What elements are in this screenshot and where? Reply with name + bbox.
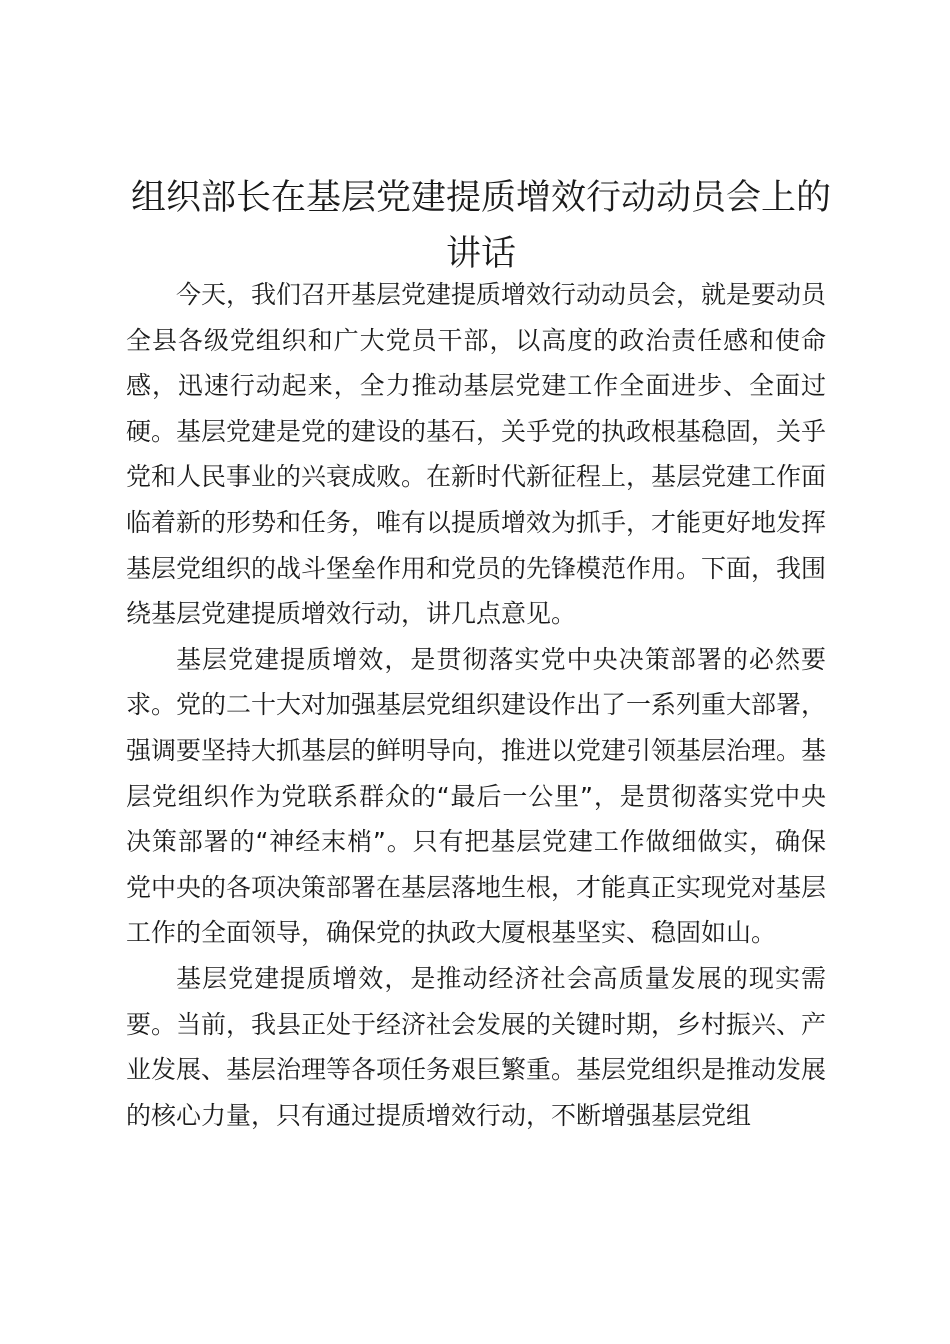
document-body [126,272,826,1138]
paragraph: 今天，我们召开基层党建提质增效行动动员会，就是要动员全县各级党组织和广大党员干部，以高度的政治责任感和使命感，迅速行动起来，全力推动基层党建工作全面进步、全面过硬。基层党建是党的建设的基石，关乎党的执政根基稳固，关乎党和人民事业的兴衰成败。在新时代新征程上，基层党建工作面临着新的形势和任务，唯有以提质增效为抓手，才能更好地发挥基层党组织的战斗堡垒作用和党员的先锋模范作用。下面，我围绕基层党建提质增效行动，讲几点意见。 [126,280,827,629]
paragraph: 基层党建提质增效，是贯彻落实党中央决策部署的必然要求。党的二十大对加强基层党组织建设作出了一系列重大部署，强调要坚持大抓基层的鲜明导向，推进以党建引领基层治理。基层党组织作为党联系群众的“最后一公里”，是贯彻落实党中央决策部署的“神经末梢”。只有把基层党建工作做细做实，确保党中央的各项决策部署在基层落地生根，才能真正实现党对基层工作的全面领导，确保党的执政大厦根基坚实、稳固如山。 [126,644,827,948]
paragraph: 基层党建提质增效，是推动经济社会高质量发展的现实需要。当前，我县正处于经济社会发展的关键时期，乡村振兴、产业发展、基层治理等各项任务艰巨繁重。基层党组织是推动发展的核心力量，只有通过提质增效行动，不断增强基层党组 [126,963,827,1130]
document-title: 组织部长在基层党建提质增效行动动员会上的讲话 [130,178,831,274]
